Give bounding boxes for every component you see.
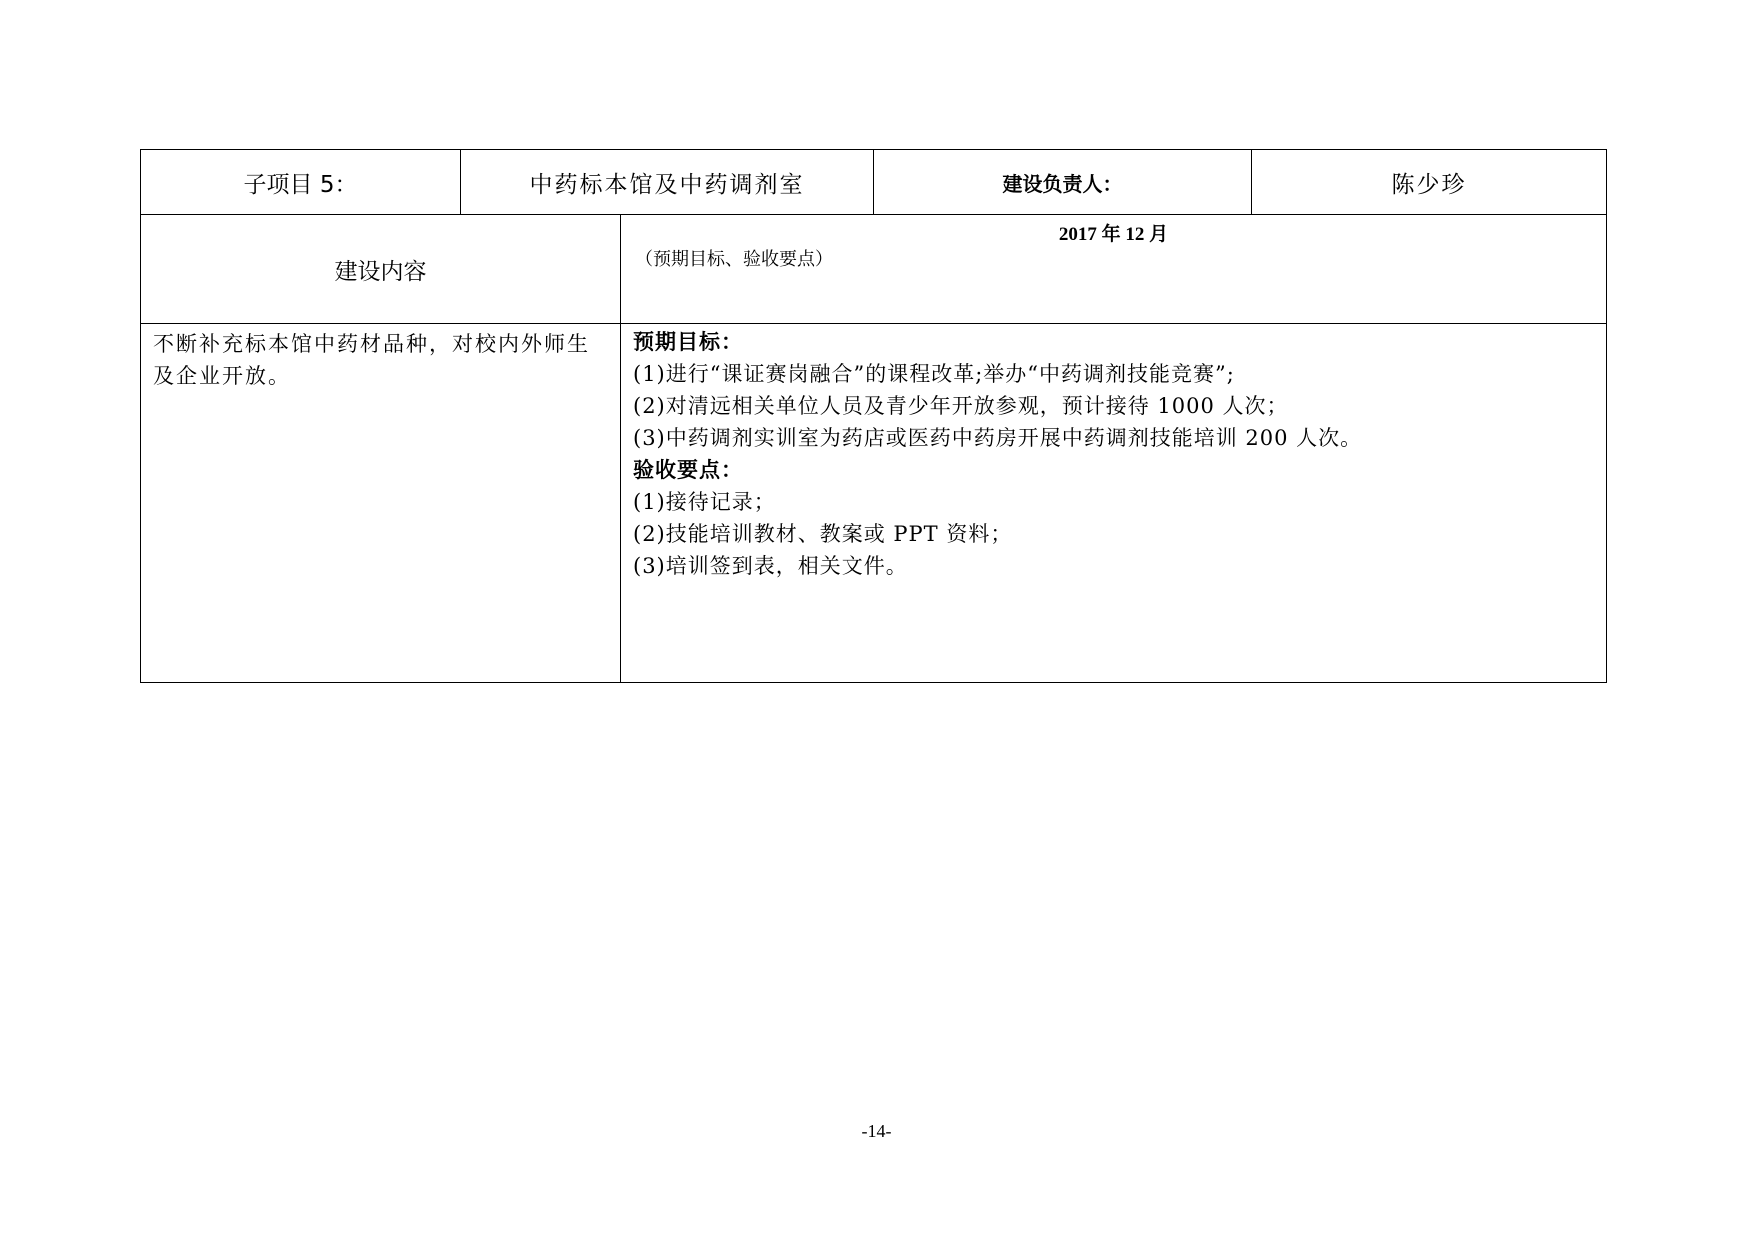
column-header-row bbox=[141, 215, 1607, 324]
project-table bbox=[140, 149, 1607, 683]
manager-label: 建设负责人： bbox=[874, 150, 1252, 215]
subproject-label: 子项目 5： bbox=[141, 150, 461, 215]
goals-cell bbox=[621, 324, 1607, 683]
goal-item: (1)进行“课证赛岗融合”的课程改革;举办“中药调剂技能竞赛”; bbox=[633, 362, 1235, 386]
acceptance-heading: 验收要点： bbox=[633, 458, 743, 482]
content-row bbox=[141, 324, 1607, 683]
acceptance-item: (1)接待记录； bbox=[633, 490, 776, 514]
header-row bbox=[141, 150, 1607, 215]
subproject-name: 中药标本馆及中药调剂室 bbox=[461, 150, 874, 215]
acceptance-item: (2)技能培训教材、教案或 PPT 资料； bbox=[633, 522, 1013, 546]
acceptance-item: (3)培训签到表，相关文件。 bbox=[633, 554, 908, 578]
goal-item: (2)对清远相关单位人员及青少年开放参观，预计接待 1000 人次； bbox=[633, 394, 1289, 418]
construction-content: 不断补充标本馆中药材品种，对校内外师生及企业开放。 bbox=[153, 332, 590, 388]
content-header: 建设内容 bbox=[141, 215, 621, 324]
acceptance-date: 2017 年 12 月 bbox=[1058, 224, 1169, 245]
manager-name: 陈少珍 bbox=[1252, 150, 1607, 215]
goal-item: (3)中药调剂实训室为药店或医药中药房开展中药调剂技能培训 200 人次。 bbox=[633, 426, 1363, 450]
page-number: -14- bbox=[861, 1121, 892, 1141]
goals-heading: 预期目标： bbox=[633, 330, 743, 354]
acceptance-header bbox=[621, 215, 1607, 324]
construction-content-cell bbox=[141, 324, 621, 683]
acceptance-subtitle: （预期目标、验收要点） bbox=[635, 249, 833, 270]
